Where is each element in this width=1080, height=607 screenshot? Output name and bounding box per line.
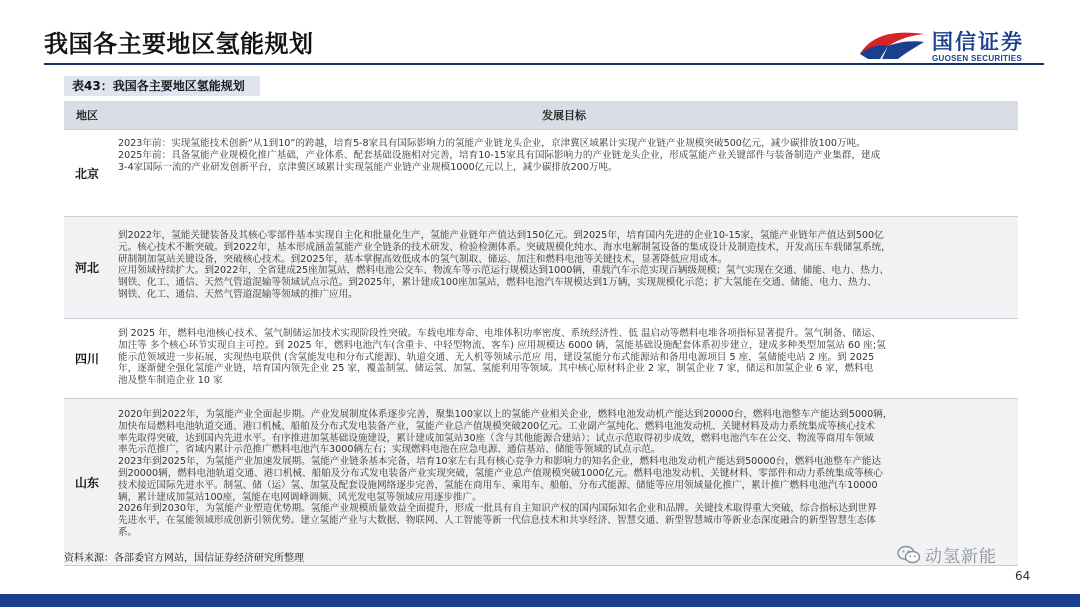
table-caption: 表43：我国各主要地区氢能规划 xyxy=(64,76,260,96)
goal-cell xyxy=(110,217,1018,318)
table-row-hebei xyxy=(64,216,1018,318)
goal-text-line: 加快布局燃料电池轨道交通、港口机械、船舶及分布式发电装备产业，氢能产业总产值规模突破200亿元。工业副产氢纯化、燃料电池发动机、关键材料及动力系统集成等核心技术 xyxy=(118,420,876,432)
region-cell: 北京 xyxy=(74,166,99,181)
goal-text-line: 辆，累计建成加氢站100座，氢能在电网调峰调频、风光发电氢等领域应用逐步推广。 xyxy=(118,491,482,503)
column-header-region: 地区 xyxy=(76,109,98,122)
guosen-logo xyxy=(858,24,1038,66)
goal-cell xyxy=(110,399,1018,565)
goal-text-line: 2023年前：实现氢能技术创新“从1到10”的跨越，培育5-8家具有国际影响力的氢能产业链龙头企业，京津冀区域累计实现产业链产业规模突破500亿元，减少碳排放100万吨。 xyxy=(118,138,866,149)
hydrogen-plan-table xyxy=(64,101,1018,566)
column-header-goal: 发展目标 xyxy=(542,109,586,122)
goal-text-line: 到20000辆，燃料电池轨道交通、港口机械、船舶及分布式发电装备产业实现突破，氢能产业总产值规模突破1000亿元。燃料电池发动机、关键材料、零部件和动力系统集成等核心 xyxy=(118,467,883,479)
table-row-beijing xyxy=(64,129,1018,216)
footer-bar xyxy=(0,594,1080,607)
region-cell: 四川 xyxy=(74,352,99,366)
goal-text-line: 池及整车制造企业 10 家 xyxy=(118,375,223,387)
region-cell: 河北 xyxy=(74,261,99,275)
goal-text-line: 到 2025 年，燃料电池核心技术、氢气制储运加技术实现阶段性突破。车载电堆寿命、电堆体积功率密度、系统经济性、低 温启动等燃料电堆各项指标显著提升。氢气制备、储运、 xyxy=(118,328,881,339)
goal-text-line: 应用领域持续扩大。到2022年，全省建成25座加氢站，燃料电池公交车、物流车等示范运行规模达到1000辆，重载汽车示范实现百辆级规模；氢气实现在交通、储能、电力、热力、 xyxy=(118,265,889,277)
title-divider xyxy=(44,63,1044,65)
table-row-shandong xyxy=(64,398,1018,566)
table-row-sichuan xyxy=(64,318,1018,398)
goal-text-line: 2023年到2025年，为氢能产业加速发展期。氢能产业链条基本完备，培育10家左右具有核心竞争力和影响力的知名企业，燃料电池发动机产能达到50000台，燃料电池整车产能达 xyxy=(118,456,882,468)
page-title: 我国各主要地区氢能规划 xyxy=(44,30,314,58)
logo-chinese-name: 国信证券 xyxy=(932,30,1024,54)
goal-text-line: 技术接近国际先进水平。制氢、储（运）氢、加氢及配套设施网络逐步完善，氢能在商用车、乘用车、船舶、分布式能源、储能等应用领域量化推广，累计推广燃料电池汽车10000 xyxy=(118,479,878,491)
goal-text-line: 2026年到2030年，为氢能产业塑造优势期。氢能产业规模质量效益全面提升，形成一批具有自主知识产权的国内国际知名企业和品牌。关键技术取得重大突破，综合指标达到世界 xyxy=(118,503,877,515)
goal-text-line: 钢铁、化工、通信、天然气管道混输等领域的推广应用。 xyxy=(118,288,358,300)
wechat-icon xyxy=(897,545,921,565)
logo-english-name: GUOSEN SECURITIES xyxy=(932,54,1023,63)
goal-text-line: 到2022年，氢能关键装备及其核心零部件基本实现自主化和批量化生产，氢能产业链年产值达到150亿元。到2025年，培育国内先进的企业10-15家，氢能产业链年产值达到500亿 xyxy=(118,230,884,241)
goal-text-line: 3-4家国际一流的产业研发创新平台，京津冀区域累计实现氢能产业链产业规模1000亿元以上，减少碳排放200万吨。 xyxy=(118,161,618,173)
goal-text-line: 能示范领域进一步拓展，实现热电联供 (含氢能发电和分布式能源)、轨道交通、无人机等领域示范应 用，建设氢能分布式能源站和备用电源项目 5 座，氢储能电站 2 座。到 2025 xyxy=(118,351,875,363)
goal-cell xyxy=(110,319,1018,398)
guosen-logo-mark-icon xyxy=(858,28,926,60)
table-header-row xyxy=(64,101,1018,129)
goal-text-line: 加注等 多个核心环节实现自主可控。到 2025 年，燃料电池汽车(含重卡、中轻型物流、客车) 应用规模达 6000 辆，氢能基础设施配套体系初步建立，建成多种类型加氢站 60 座;氢 xyxy=(118,339,886,351)
goal-text-line: 2025年前：具备氢能产业规模化推广基础，产业体系、配套基础设施相对完善，培育10-15家具有国际影响力的产业链龙头企业，形成氢能产业关键部件与装备制造产业集群，建成 xyxy=(118,149,881,161)
watermark-text: 动氢新能 xyxy=(925,547,997,567)
goal-text-line: 年，逐渐健全强化氢能产业链，培育国内领先企业 25 家，覆盖制氢、储运氢、加氢、氢能利用等领域。其中核心原材料企业 2 家，制氢企业 7 家，储运和加氢企业 6 家，燃料电 xyxy=(118,363,874,375)
goal-cell xyxy=(110,130,1018,216)
goal-text-line: 先进水平，在氢能领域形成创新引领优势。建立氢能产业与大数据、物联网、人工智能等新一代信息技术和共享经济、智慧交通、新型智慧城市等新业态深度融合的新型智慧生态体 xyxy=(118,515,876,527)
goal-text-line: 率先取得突破，达到国内先进水平。有序推进加氢基础设施建设，累计建成加氢站30座（含与其他能源合建站）；试点示范取得初步成效，燃料电池汽车在公交、物流等商用车领域 xyxy=(118,432,874,444)
page-number: 64 xyxy=(1015,569,1031,583)
goal-text-line: 钢铁、化工、通信、天然气管道混输等领域试点示范。到2025年，累计建成100座加氢站，燃料电池汽车规模达到1万辆，实现规模化示范；扩大氢能在交通、储能、电力、热力、 xyxy=(118,277,877,289)
source-note: 资料来源：各部委官方网站，国信证券经济研究所整理 xyxy=(64,553,304,564)
goal-text-line: 率先示范推广，省域内累计示范推广燃料电池汽车3000辆左右；实现燃料电池在应急电源、通信基站、储能等领域的试点示范。 xyxy=(118,444,661,456)
goal-text-line: 元。核心技术不断突破。到2022年，基本形成涵盖氢能产业全链条的技术研发、检验检测体系。突破规模化纯水、海水电解制氢设备的集成设计及制造技术，开发高压车载储氢系统， xyxy=(118,241,891,253)
goal-text-line: 系。 xyxy=(118,526,138,538)
wechat-watermark xyxy=(897,542,997,567)
goal-text-line: 研制制加氢站关键设备，突破核心技术。到2025年，基本掌握高效低成本的氢气制取、储运、加注和燃料电池等关键技术，显著降低应用成本。 xyxy=(118,253,728,265)
goal-text-line: 2020年到2022年，为氢能产业全面起步期。产业发展制度体系逐步完善，聚集100家以上的氢能产业相关企业，燃料电池发动机产能达到20000台，燃料电池整车产能达到5000辆， xyxy=(118,409,893,420)
region-cell: 山东 xyxy=(74,475,99,490)
